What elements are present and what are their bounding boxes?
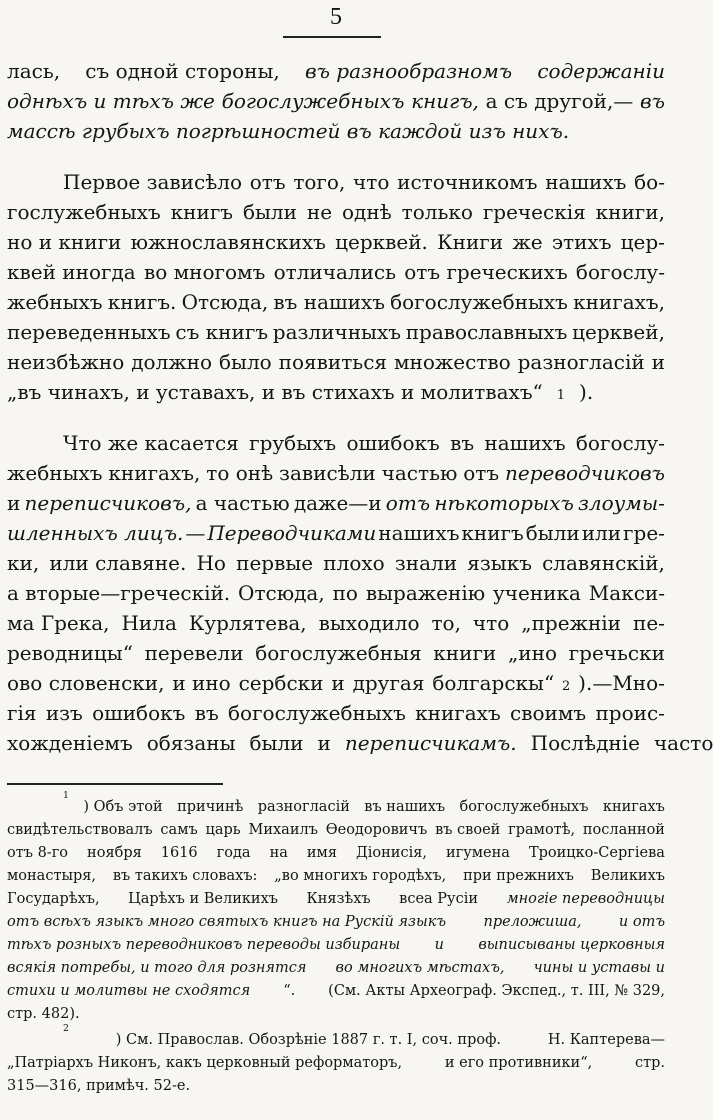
- text-segment: отъ всѣхъ языкъ много святыхъ книгъ на Рускій языкъ: [7, 914, 447, 930]
- text-segment: Но: [196, 551, 226, 575]
- text-segment: „прежніи: [521, 611, 622, 635]
- header-rule: [283, 36, 381, 38]
- text-segment: шленныхъ лицъ.: [7, 521, 184, 545]
- text-segment: жебныхъ: [7, 290, 103, 314]
- footnote-line: [7, 911, 665, 934]
- text-segment: злоумы-: [578, 491, 665, 515]
- paragraph-gap: [7, 146, 665, 167]
- text-segment: и: [7, 491, 21, 515]
- text-segment: нѣкоторыхъ: [434, 491, 574, 515]
- text-segment: царь: [205, 822, 241, 838]
- text-segment: въ такихъ словахъ:: [112, 868, 258, 884]
- text-segment: квей иногда: [7, 260, 136, 284]
- text-segment: были: [249, 731, 304, 755]
- text-segment: грубыхъ: [249, 431, 337, 455]
- text-segment: „въ чинахъ, и уставахъ, и въ стихахъ и молитвахъ“: [7, 380, 543, 404]
- text-segment: ).: [579, 380, 594, 404]
- text-segment: нашихъ: [484, 431, 566, 455]
- text-segment: ) См. Православ. Обозрѣніе 1887 г. т. I, соч. проф.: [115, 1032, 502, 1048]
- text-segment: православныхъ: [405, 320, 568, 344]
- text-segment: Макси-: [588, 581, 665, 605]
- text-segment: книгахъ: [602, 799, 665, 815]
- text-segment: богослужебныя: [255, 641, 422, 665]
- text-segment: зависѣли: [279, 461, 376, 485]
- text-segment: Переводчиками: [207, 521, 377, 545]
- text-segment: богослу-: [575, 260, 665, 284]
- text-segment: гре-: [623, 521, 665, 545]
- text-segment: или славяне.: [49, 551, 187, 575]
- text-segment: книгъ.: [107, 290, 177, 314]
- text-segment: источникомъ: [397, 170, 538, 194]
- text-line: [7, 578, 665, 608]
- text-segment: нашихъ: [545, 170, 627, 194]
- text-segment: цер-: [620, 230, 665, 254]
- text-line: [7, 488, 665, 518]
- text-segment: при прежнихъ: [463, 868, 574, 884]
- footnote-line: [7, 1052, 665, 1075]
- text-segment: выходило: [318, 611, 420, 635]
- text-segment: и: [317, 731, 331, 755]
- text-segment: были: [525, 521, 580, 545]
- footnote-line: [7, 1075, 665, 1098]
- footnote-marker: 2: [63, 1023, 69, 1034]
- text-line: [7, 257, 665, 287]
- text-segment: бо-: [634, 170, 665, 194]
- text-segment: Книги: [437, 230, 504, 254]
- text-line: [7, 197, 665, 227]
- text-segment: переписчикамъ.: [344, 731, 517, 755]
- text-line: [7, 518, 665, 548]
- text-segment: богослу-: [575, 431, 665, 455]
- text-segment: греческія: [482, 200, 586, 224]
- text-line: [7, 458, 665, 488]
- text-segment: или: [581, 521, 622, 545]
- text-segment: даже—и: [293, 491, 382, 515]
- text-segment: причинѣ: [177, 799, 244, 815]
- text-segment: Царѣхъ и Великихъ: [128, 891, 278, 907]
- text-segment: гречьски: [568, 641, 665, 665]
- paragraph-gap: [7, 407, 665, 428]
- text-segment: всеа Русіи: [399, 891, 479, 907]
- text-segment: —: [185, 521, 206, 545]
- text-line: [7, 86, 665, 116]
- footnote-line: [7, 888, 665, 911]
- text-segment: (См. Акты Археограф. Экспед., т. III, № 329,: [328, 983, 665, 999]
- footnote-line: [7, 1023, 665, 1052]
- text-segment: Н. Каптерева—: [547, 1032, 665, 1048]
- text-segment: другая: [352, 671, 425, 695]
- text-segment: посланной: [582, 822, 665, 838]
- text-segment: изъ: [45, 701, 83, 725]
- footnotes: [7, 790, 665, 1098]
- text-segment: неизбѣжно: [7, 350, 125, 374]
- text-segment: гія: [7, 701, 37, 725]
- text-segment: однѣ: [341, 200, 392, 224]
- text-segment: чины и уставы и: [533, 960, 665, 976]
- footnote-separator: [7, 783, 223, 785]
- text-segment: болгарскы“: [432, 671, 555, 695]
- text-segment: однѣхъ и тѣхъ же: [7, 89, 215, 113]
- text-line: [7, 428, 665, 458]
- text-segment: книгахъ,: [573, 290, 665, 314]
- text-line: [7, 698, 665, 728]
- text-segment: то,: [431, 611, 461, 635]
- text-segment: ) Объ этой: [83, 799, 163, 815]
- text-segment: книги: [433, 641, 497, 665]
- text-segment: проис-: [595, 701, 665, 725]
- text-segment: въ: [640, 89, 665, 113]
- text-segment: отличались: [273, 260, 397, 284]
- text-line: [7, 608, 665, 638]
- text-segment: не: [306, 200, 333, 224]
- text-segment: этихъ: [551, 230, 612, 254]
- text-segment: реводницы“: [7, 641, 133, 665]
- footnote-line: [7, 957, 665, 980]
- text-segment: книги,: [595, 200, 665, 224]
- footnote-line: [7, 842, 665, 865]
- text-segment: а вторые—греческій.: [7, 581, 231, 605]
- text-line: [7, 347, 665, 377]
- text-segment: было: [219, 350, 272, 374]
- text-segment: Курлятева,: [188, 611, 307, 635]
- text-segment: что: [353, 170, 390, 194]
- text-segment: то онѣ: [206, 461, 274, 485]
- text-segment: книгъ: [461, 521, 524, 545]
- text-segment: свидѣтельствовалъ: [7, 822, 153, 838]
- text-segment: Государѣхъ,: [7, 891, 100, 907]
- text-segment: всякія потребы, и того для рознятся: [7, 960, 307, 976]
- text-segment: и: [651, 350, 665, 374]
- text-segment: Ѳеодоровичъ: [325, 822, 428, 838]
- text-segment: стр.: [634, 1055, 665, 1071]
- footnote-line: [7, 980, 665, 1003]
- text-segment: грамотѣ,: [508, 822, 576, 838]
- text-segment: Что же касается: [63, 431, 239, 455]
- page-number: 5: [330, 4, 342, 30]
- text-segment: выраженію: [365, 581, 486, 605]
- text-segment: книгъ: [170, 200, 234, 224]
- text-segment: только: [401, 200, 473, 224]
- text-segment: а съ другой,—: [485, 89, 634, 113]
- text-segment: Троицко-Сергіева: [528, 845, 665, 861]
- text-segment: же: [512, 230, 543, 254]
- text-segment: въ разнообразномъ: [304, 59, 513, 83]
- text-segment: хожденіемъ: [7, 731, 133, 755]
- text-segment: ).—Мно-: [578, 671, 665, 695]
- text-segment: ма Грека,: [7, 611, 110, 635]
- text-line: [7, 638, 665, 668]
- text-segment: а частью: [195, 491, 290, 515]
- text-line: „въ чинахъ, и уставахъ, и въ стихахъ и молитвахъ“ 1 ).: [7, 377, 665, 407]
- text-segment: въ нашихъ: [273, 290, 385, 314]
- text-segment: съ книгъ: [175, 320, 269, 344]
- text-segment: и ино: [172, 671, 231, 695]
- text-line: [7, 227, 665, 257]
- text-line: [7, 728, 713, 758]
- text-segment: стихи и молитвы не сходятся: [7, 983, 251, 999]
- text-segment: выписываны церковныя: [478, 937, 665, 953]
- text-segment: Нила: [121, 611, 177, 635]
- text-segment: сербски: [238, 671, 324, 695]
- text-segment: массѣ грубыхъ погрѣшностей въ каждой изъ нихъ.: [7, 119, 570, 143]
- text-segment: Князѣхъ: [306, 891, 371, 907]
- text-segment: тѣхъ розныхъ переводниковъ переводы избираны: [7, 937, 401, 953]
- text-segment: Отсюда,: [238, 581, 325, 605]
- text-line: [7, 287, 665, 317]
- text-segment: отъ: [249, 170, 286, 194]
- text-segment: обязаны: [146, 731, 236, 755]
- text-segment: богослужебныхъ: [227, 701, 406, 725]
- footnote-line: [7, 790, 665, 819]
- text-segment: ки,: [7, 551, 40, 575]
- text-segment: Діонисія,: [355, 845, 427, 861]
- text-segment: книгахъ: [415, 701, 501, 725]
- text-segment: монастыря,: [7, 868, 97, 884]
- text-segment: разногласій: [517, 350, 645, 374]
- text-segment: отъ греческихъ: [404, 260, 568, 284]
- text-segment: имя: [306, 845, 337, 861]
- text-line: ово словенски, и ино сербски и другая болгарскы“ 2 ).—Мно-: [7, 668, 665, 698]
- text-segment: жебныхъ: [7, 461, 103, 485]
- text-segment: ошибокъ: [92, 701, 186, 725]
- text-line: [7, 56, 665, 86]
- text-segment: “.: [283, 983, 296, 999]
- text-segment: языкъ: [467, 551, 532, 575]
- text-segment: самъ: [160, 822, 198, 838]
- text-segment: отъ: [463, 461, 500, 485]
- footnote-line: [7, 934, 665, 957]
- text-segment: переписчиковъ,: [24, 491, 192, 515]
- text-segment: ноября: [87, 845, 142, 861]
- text-segment: должно: [131, 350, 213, 374]
- text-segment: по: [332, 581, 358, 605]
- text-segment: преложиша,: [483, 914, 582, 930]
- text-segment: года: [216, 845, 251, 861]
- text-segment: ошибокъ: [346, 431, 440, 455]
- text-segment: стр. 482).: [7, 1006, 80, 1022]
- text-segment: книгахъ,: [108, 461, 201, 485]
- text-segment: на: [269, 845, 288, 861]
- text-segment: пе-: [632, 611, 665, 635]
- text-segment: многіе переводницы: [506, 891, 665, 907]
- text-segment: знали: [394, 551, 458, 575]
- text-segment: и: [331, 671, 345, 695]
- text-segment: церквей,: [572, 320, 665, 344]
- text-segment: „Патріархъ Никонъ, какъ церковный реформаторъ,: [7, 1055, 403, 1071]
- text-segment: нашихъ: [378, 521, 460, 545]
- text-segment: Великихъ: [590, 868, 665, 884]
- text-segment: содержаніи: [537, 59, 665, 83]
- text-segment: церквей.: [335, 230, 428, 254]
- text-segment: своимъ: [510, 701, 587, 725]
- text-segment: отъ: [385, 491, 431, 515]
- text-segment: лась,: [7, 59, 61, 83]
- text-segment: игумена: [445, 845, 510, 861]
- text-segment: но и книги: [7, 230, 122, 254]
- text-segment: Послѣдніе: [530, 731, 640, 755]
- text-segment: отъ 8-го: [7, 845, 69, 861]
- text-segment: разногласій: [257, 799, 350, 815]
- text-line: [7, 167, 665, 197]
- text-segment: первые: [236, 551, 314, 575]
- text-segment: „во многихъ городѣхъ,: [274, 868, 447, 884]
- text-segment: 315—316, примѣч. 52-е.: [7, 1078, 191, 1094]
- text-line: [7, 116, 665, 146]
- footnote-line: [7, 1003, 665, 1026]
- text-segment: въ: [194, 701, 219, 725]
- text-segment: „ино: [507, 641, 557, 665]
- text-segment: славянскій,: [542, 551, 665, 575]
- text-segment: Отсюда,: [181, 290, 269, 314]
- text-segment: 1616: [160, 845, 198, 861]
- text-segment: богослужебныхъ: [390, 290, 568, 314]
- text-segment: переведенныхъ: [7, 320, 171, 344]
- text-segment: Первое зависѣло: [63, 170, 243, 194]
- text-segment: множество: [393, 350, 511, 374]
- text-segment: частью: [381, 461, 458, 485]
- footnote-line: [7, 819, 665, 842]
- text-segment: богослужебныхъ: [459, 799, 589, 815]
- text-segment: ученика: [493, 581, 581, 605]
- text-segment: южнославянскихъ: [130, 230, 326, 254]
- footnote-line: [7, 865, 665, 888]
- text-segment: во многомъ: [143, 260, 266, 284]
- text-segment: книгъ,: [411, 89, 479, 113]
- text-segment: что: [472, 611, 510, 635]
- text-segment: гослужебныхъ: [7, 200, 161, 224]
- body-text: [7, 56, 713, 758]
- text-segment: плохо: [323, 551, 385, 575]
- text-segment: того,: [293, 170, 346, 194]
- text-segment: перевели: [144, 641, 244, 665]
- text-segment: были: [242, 200, 297, 224]
- text-segment: въ своей: [435, 822, 501, 838]
- text-line: [7, 317, 665, 347]
- text-segment: и отъ: [618, 914, 665, 930]
- text-line: [7, 548, 665, 578]
- text-segment: часто: [653, 731, 713, 755]
- text-segment: въ нашихъ: [364, 799, 446, 815]
- text-segment: во многихъ мѣстахъ,: [335, 960, 505, 976]
- footnote-marker: 1: [63, 790, 69, 801]
- text-segment: появиться: [278, 350, 388, 374]
- text-segment: Михаилъ: [248, 822, 318, 838]
- text-segment: переводчиковъ: [505, 461, 665, 485]
- text-segment: различныхъ: [272, 320, 401, 344]
- text-segment: и его противники“,: [444, 1055, 593, 1071]
- text-segment: богослужебныхъ: [221, 89, 405, 113]
- text-segment: ово словенски,: [7, 671, 165, 695]
- text-segment: съ одной стороны,: [85, 59, 280, 83]
- text-segment: и: [434, 937, 444, 953]
- text-segment: въ: [450, 431, 475, 455]
